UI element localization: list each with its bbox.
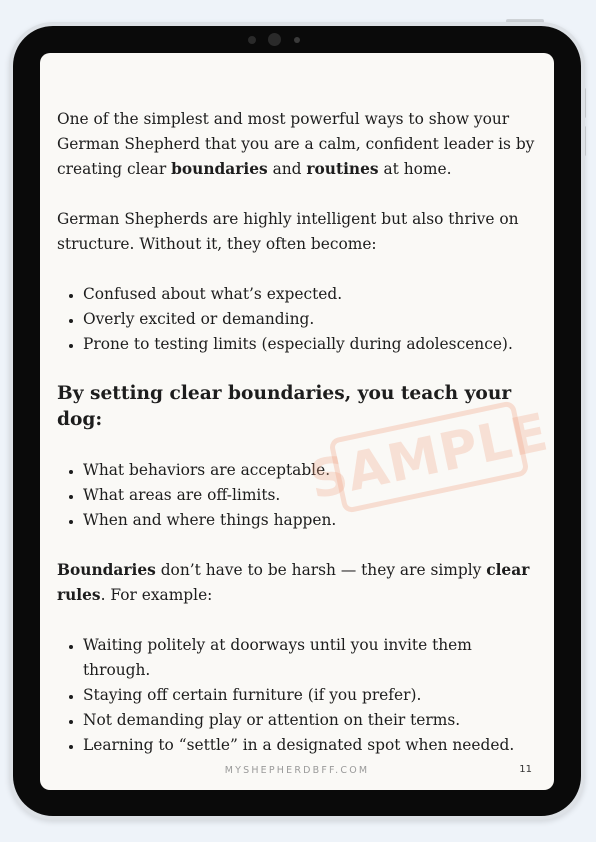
ebook-page xyxy=(40,53,554,790)
teach-list xyxy=(57,458,537,533)
intro-text-3: at home. xyxy=(378,160,452,178)
list-item: • What areas are off-limits. xyxy=(83,483,537,508)
page-content xyxy=(57,107,537,758)
boundaries-paragraph xyxy=(57,558,537,608)
list-item: • Overly excited or demanding. xyxy=(83,307,537,332)
intro-bold-routines: routines xyxy=(306,160,379,178)
intro-text-2: and xyxy=(267,160,307,178)
list-item: • Not demanding play or attention on their terms. xyxy=(83,708,537,733)
sensor-small-icon xyxy=(294,37,300,43)
boundaries-text-2: . For example: xyxy=(100,586,213,604)
footer-website: MYSHEPHERDBFF.COM xyxy=(224,765,370,776)
list-item: • When and where things happen. xyxy=(83,508,537,533)
structure-paragraph: German Shepherds are highly intelligent but also thrive on structure. Without it, they often become: xyxy=(57,210,519,253)
list-item: • What behaviors are acceptable. xyxy=(83,458,537,483)
intro-text-1: One of the simplest and most powerful ways to show your German Shepherd that you are a calm, confident leader is by creating clear xyxy=(57,110,535,178)
list-item: • Waiting politely at doorways until you invite them through. xyxy=(83,633,537,683)
boundaries-text-1: don’t have to be harsh — they are simply xyxy=(155,561,487,579)
list-item: • Confused about what’s expected. xyxy=(83,282,537,307)
camera-lens-icon xyxy=(268,33,281,46)
examples-list xyxy=(57,633,537,758)
list-item: • Staying off certain furniture (if you prefer). xyxy=(83,683,537,708)
list-item: • Learning to “settle” in a designated spot when needed. xyxy=(83,733,537,758)
bold-clear-rules: clear rules xyxy=(57,561,530,604)
without-structure-list xyxy=(57,282,537,357)
sensor-dot-icon xyxy=(248,36,256,44)
intro-bold-boundaries: boundaries xyxy=(171,160,268,178)
list-item: • Prone to testing limits (especially during adolescence). xyxy=(83,332,537,357)
section-heading: By setting clear boundaries, you teach your dog: xyxy=(57,383,512,430)
page-number: 11 xyxy=(519,764,532,775)
sample-watermark: SAMPLE xyxy=(328,400,530,514)
bold-boundaries: Boundaries xyxy=(57,561,156,579)
intro-paragraph xyxy=(57,107,537,182)
